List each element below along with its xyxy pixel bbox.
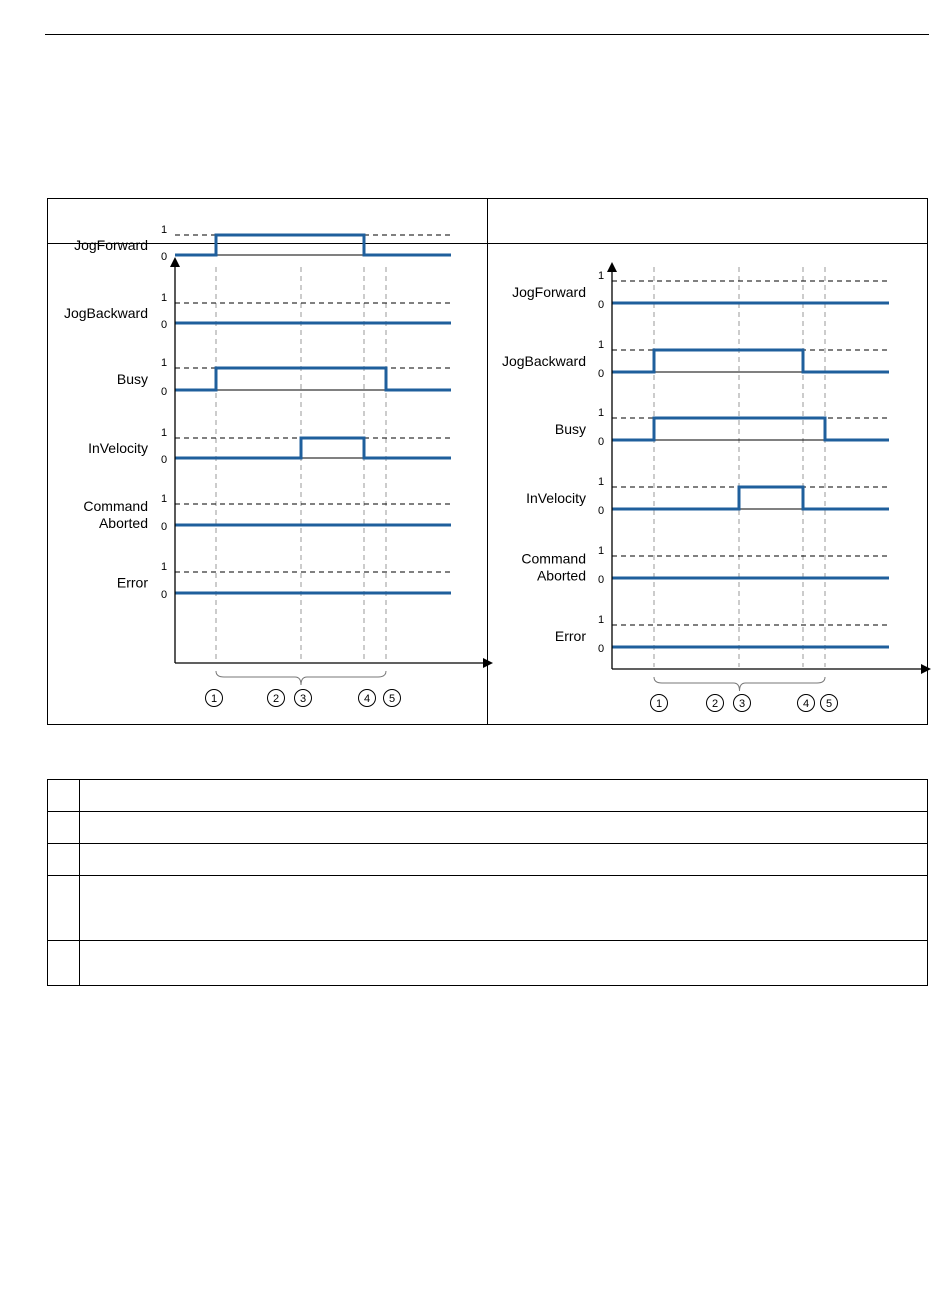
header-row-divider [48, 243, 927, 244]
signal-name-label: Error [116, 574, 148, 591]
signal-waveform [612, 350, 889, 372]
level-0-label: 0 [597, 505, 605, 517]
legend-description-cell [80, 941, 928, 986]
legend-description-cell [80, 812, 928, 844]
event-marker-number: 2 [711, 698, 719, 710]
legend-table [47, 779, 928, 986]
event-marker [206, 690, 223, 707]
event-guides [216, 267, 386, 661]
signal-name-label: Command [83, 498, 148, 514]
signal-waveform [175, 368, 451, 390]
signal-row [502, 339, 889, 380]
interval-brace [216, 671, 386, 685]
level-0-label: 0 [160, 386, 168, 398]
event-marker-number: 3 [299, 693, 307, 705]
signal-name-label: Error [554, 628, 586, 644]
y-axis-arrow [170, 257, 180, 267]
level-1-label: 1 [597, 476, 605, 488]
legend-row [48, 844, 928, 876]
level-0-label: 0 [597, 643, 605, 655]
level-1-label: 1 [160, 292, 168, 304]
level-1-label: 1 [160, 224, 168, 236]
signal-row [64, 292, 451, 331]
signal-name-label: JogBackward [63, 305, 148, 321]
event-marker-number: 5 [388, 693, 396, 705]
level-1-label: 1 [597, 407, 605, 419]
jog-forward-timing-diagram [48, 224, 488, 723]
signal-name-label: Aborted [536, 567, 586, 584]
level-0-label: 0 [597, 574, 605, 586]
level-1-label: 1 [160, 561, 168, 573]
legend-row [48, 941, 928, 986]
signal-row [526, 476, 889, 517]
legend-row [48, 812, 928, 844]
level-1-label: 1 [160, 493, 168, 505]
signal-name-label: Aborted [98, 515, 148, 531]
event-marker [821, 695, 838, 712]
event-marker [268, 690, 285, 707]
event-marker-number: 4 [363, 693, 371, 705]
legend-description-cell [80, 844, 928, 876]
signal-row [88, 427, 451, 466]
event-marker [651, 695, 668, 712]
signal-row [521, 545, 889, 586]
level-1-label: 1 [160, 427, 168, 439]
signal-name-label: InVelocity [88, 440, 148, 456]
event-marker [707, 695, 724, 712]
signal-waveform [612, 418, 889, 440]
legend-description-cell [80, 780, 928, 812]
signal-row [555, 407, 889, 448]
event-marker-number: 1 [210, 693, 218, 705]
legend-row [48, 876, 928, 941]
signal-row [83, 493, 451, 533]
legend-number-cell [48, 812, 80, 844]
signal-name-label: JogForward [512, 284, 586, 300]
level-0-label: 0 [160, 251, 168, 263]
y-axis-arrow [607, 262, 617, 272]
level-0-label: 0 [597, 368, 605, 380]
level-0-label: 0 [597, 299, 605, 311]
jog-forward-timing-panel [48, 224, 488, 723]
level-1-label: 1 [597, 339, 605, 351]
signal-waveform [175, 235, 451, 255]
signal-name-label: Busy [554, 421, 586, 437]
signal-row [117, 561, 451, 601]
axes [607, 262, 931, 674]
header-rule [45, 34, 929, 35]
legend-number-cell [48, 844, 80, 876]
level-0-label: 0 [597, 436, 605, 448]
event-marker [384, 690, 401, 707]
event-marker-number: 4 [802, 698, 810, 710]
legend-number-cell [48, 780, 80, 812]
event-marker-number: 3 [738, 698, 746, 710]
signal-name-label: JogBackward [501, 353, 586, 369]
legend-number-cell [48, 941, 80, 986]
event-marker-number: 2 [272, 693, 280, 705]
event-marker [359, 690, 376, 707]
time-axis-arrow [921, 664, 931, 674]
event-marker-number: 5 [825, 698, 833, 710]
event-marker [798, 695, 815, 712]
level-1-label: 1 [597, 614, 605, 626]
event-marker [734, 695, 751, 712]
signal-name-label: Busy [116, 371, 148, 387]
signal-row [512, 270, 889, 311]
event-marker [295, 690, 312, 707]
level-1-label: 1 [160, 357, 168, 369]
event-marker-number: 1 [655, 698, 663, 710]
signal-name-label: InVelocity [526, 490, 586, 506]
legend-description-cell [80, 876, 928, 941]
signal-row [555, 614, 889, 655]
level-0-label: 0 [160, 454, 168, 466]
signal-name-label: Command [521, 550, 586, 567]
jog-backward-timing-diagram [488, 245, 928, 723]
level-0-label: 0 [160, 521, 168, 533]
event-guides [654, 267, 825, 667]
signal-row [117, 357, 451, 398]
interval-brace [654, 677, 825, 691]
timing-diagram-table [47, 198, 928, 725]
level-1-label: 1 [597, 270, 605, 282]
legend-number-cell [48, 876, 80, 941]
level-0-label: 0 [160, 589, 168, 601]
signal-name-label: JogForward [74, 237, 148, 253]
axes [170, 257, 493, 668]
level-1-label: 1 [597, 545, 605, 557]
legend-row [48, 780, 928, 812]
level-0-label: 0 [160, 319, 168, 331]
jog-backward-timing-panel [488, 245, 928, 723]
